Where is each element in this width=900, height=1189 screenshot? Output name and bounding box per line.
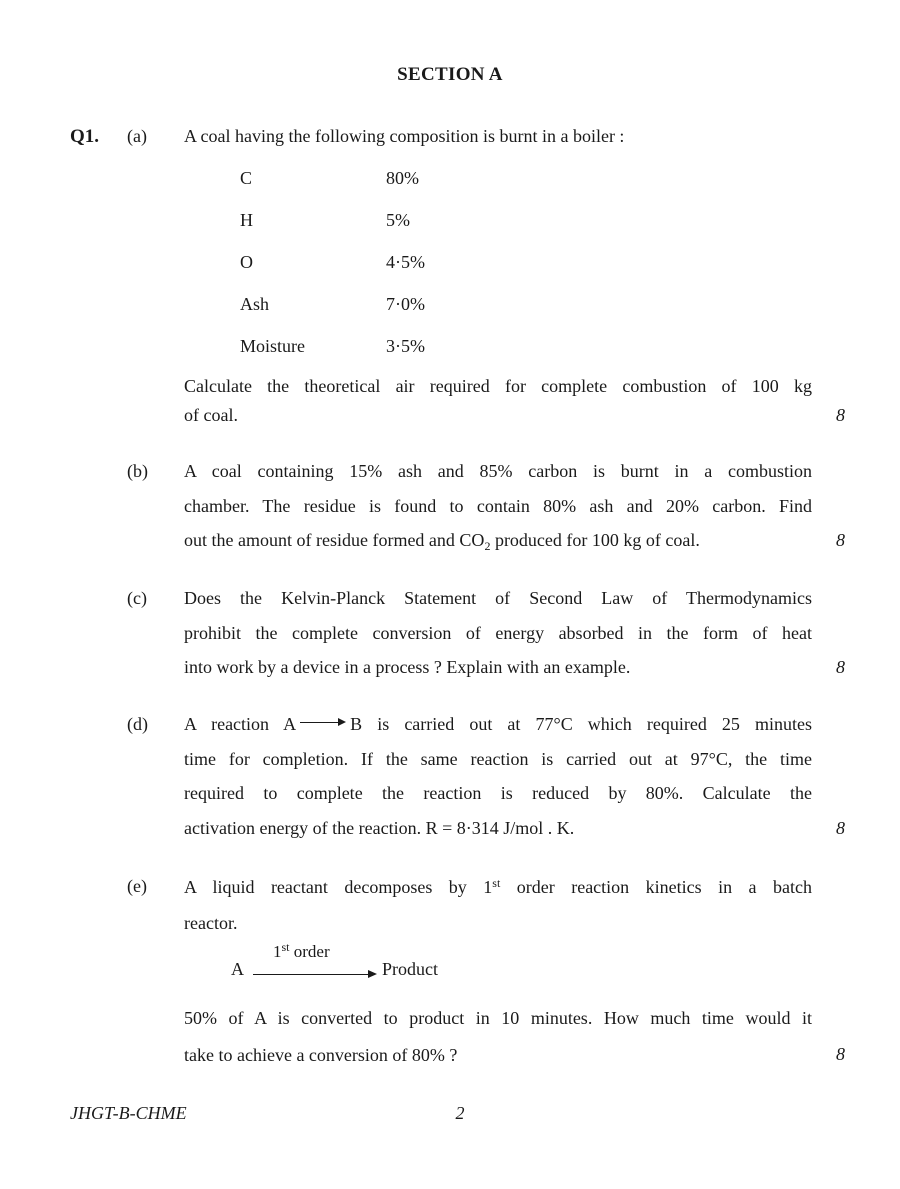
co2-subscript: 2: [484, 539, 491, 553]
reaction-rhs: Product: [382, 959, 438, 979]
composition-value: 4·5%: [386, 252, 425, 272]
part-b-line3-post: produced for 100 kg of coal.: [490, 530, 700, 550]
part-d-text: [184, 707, 812, 845]
part-b-line: A coal containing 15% ash and 85% carbon is burnt in a combustion: [184, 461, 812, 481]
part-e-line: [184, 869, 812, 905]
part-e-label: (e): [127, 876, 147, 896]
composition-element: O: [240, 252, 253, 272]
part-a-question: [184, 372, 812, 430]
part-d-line: time for completion. If the same reaction is carried out at 97°C, the time: [184, 748, 812, 769]
composition-element: C: [240, 168, 253, 188]
st-superscript: st: [492, 876, 501, 890]
composition-value: 5%: [386, 210, 410, 230]
part-e-line: take to achieve a conversion of 80% ?: [184, 1045, 458, 1065]
composition-element: Ash: [240, 294, 270, 314]
reaction-lhs: A: [231, 959, 244, 979]
question-number: Q1.: [70, 126, 100, 147]
composition-value: 80%: [386, 168, 419, 188]
section-title: SECTION A: [397, 64, 503, 85]
part-b-line: [184, 523, 812, 558]
paper-code: JHGT-B-CHME: [70, 1103, 187, 1123]
part-b-line: chamber. The residue is found to contain 80% ash and 20% carbon. Find: [184, 495, 812, 516]
reaction-equation: [231, 940, 531, 984]
part-c-text: [184, 581, 812, 685]
long-arrow-icon: [253, 970, 377, 980]
part-d-line: [184, 707, 812, 742]
part-a-intro: A coal having the following composition is burnt in a boiler :: [184, 126, 625, 146]
part-c-line: into work by a device in a process ? Explain with an example.: [184, 657, 631, 677]
composition-value: 3·5%: [386, 336, 425, 356]
part-e-marks: 8: [836, 1044, 845, 1064]
part-e-line1-pre: A liquid reactant decomposes by 1: [184, 877, 493, 897]
part-e-question: [184, 1000, 812, 1074]
part-e-text: [184, 869, 812, 941]
part-c-marks: 8: [836, 657, 845, 677]
part-d-line: activation energy of the reaction. R = 8·314 J/mol . K.: [184, 817, 575, 838]
reaction-condition: 1st order: [273, 940, 330, 961]
part-e-line: 50% of A is converted to product in 10 minutes. How much time would it: [184, 1008, 812, 1028]
part-c-line: prohibit the complete conversion of energy absorbed in the form of heat: [184, 622, 812, 643]
part-d-line: required to complete the reaction is reduced by 80%. Calculate the: [184, 783, 812, 803]
reaction-arrow-icon: [300, 717, 346, 727]
composition-element: H: [240, 210, 253, 230]
part-b-label: (b): [127, 461, 148, 481]
part-b-text: [184, 454, 812, 558]
part-b-line3-pre: out the amount of residue formed and CO: [184, 530, 485, 550]
part-d-marks: 8: [836, 818, 845, 838]
part-a-question-line: Calculate the theoretical air required for complete combustion of 100 kg: [184, 376, 812, 396]
part-d-line1-pre: A reaction A: [184, 714, 297, 734]
part-e-line: reactor.: [184, 913, 238, 933]
part-b-marks: 8: [836, 530, 845, 550]
composition-value: 7·0%: [386, 294, 425, 314]
part-a-marks: 8: [836, 405, 845, 425]
part-c-label: (c): [127, 588, 147, 608]
part-e-line1-post: order reaction kinetics in a batch: [500, 877, 812, 897]
composition-element: Moisture: [240, 336, 305, 356]
part-a-label: (a): [127, 126, 147, 146]
part-d-line1-post: B is carried out at 77°C which required 25 minutes: [350, 714, 812, 734]
part-d-label: (d): [127, 714, 148, 734]
page-number: 2: [455, 1103, 465, 1123]
part-c-line: Does the Kelvin-Planck Statement of Second Law of Thermodynamics: [184, 588, 812, 608]
part-a-question-line: of coal.: [184, 405, 238, 425]
